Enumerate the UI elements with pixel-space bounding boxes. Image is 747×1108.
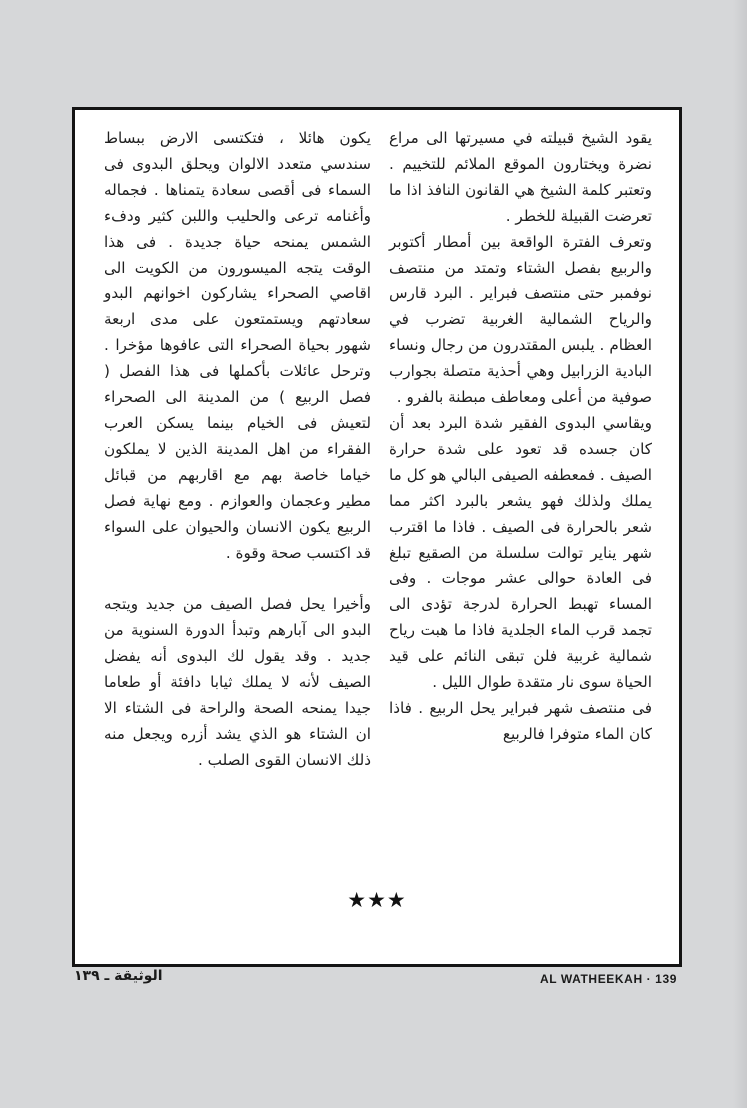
paragraph-winter: وتعرف الفترة الواقعة بين أمطار أكتوبر والربيع بفصل الشتاء وتمتد من منتصف نوفمبر حتى منتصف فبراير . البرد قارس والرياح الشمالية الغربية تضرب في العظام . يلبس المقتدرون من رجال ونساء البادية الزرابيل وهي أحذية متصلة بجوارب صوفية من أعلى ومعاطف مبطنة بالفرو . — [389, 232, 652, 407]
section-separator-stars: ★★★ — [347, 888, 407, 912]
paragraph-summer: وأخيرا يحل فصل الصيف من جديد ويتجه البدو الى آبارهم وتبدأ الدورة السنوية من جديد . وقد يقول لك البدوى أنه يفضل الصيف لأنه لا يملك ثيابا دافئة أو طعاما جيدا يمنحه الصحة والراحة فى الشتاء الا ان الشتاء هو الذي يشد أزره ويجعل منه ذلك الانسان القوى الصلب . — [104, 595, 371, 769]
article-column-left — [104, 126, 371, 774]
paragraph-spacer — [104, 566, 371, 592]
footer-page-number-latin: AL WATHEEKAH · 139 — [539, 972, 677, 986]
paragraph-spring: يكون هائلا ، فتكتسى الارض ببساط سندسي متعدد الالوان ويحلق البدوى فى السماء فى أقصى سعادة يتمناها . فجماله وأغنامه ترعى والحليب واللبن كثير ودفء الشمس يمنحه حياة جديدة . فى هذا الوقت يتجه الميسورون من الكويت الى اقاصي الصحراء يشاركون اخوانهم البدو سعادتهم ويستمتعون على مدى اربعة شهور بحياة الصحراء التى عافوها مؤخرا . وترحل عائلات بأكملها فى هذا الفصل ( فصل الربيع ) من المدينة الى الصحراء لتعيش فى الخيام بينما يسكن العرب الفقراء من اهل المدينة الذين لا يملكون خياما خاصة بهم مع اقاربهم من قبائل مطير وعجمان والعوازم . ومع نهاية فصل الربيع يكون الانسان والحيوان على السواء قد اكتسب صحة وقوة . — [104, 129, 371, 562]
scan-edge-shadow — [733, 0, 747, 1108]
article-column-right — [389, 126, 652, 748]
paragraph-sheikh: يقود الشيخ قبيلته في مسيرتها الى مراع نضرة ويختارون الموقع الملائم للتخييم . وتعتبر كلمة الشيخ هي القانون النافذ اذا ما تعرضت القبيلة للخطر . — [389, 129, 652, 225]
paragraph-spring-start: فى منتصف شهر فبراير يحل الربيع . فاذا كان الماء متوفرا فالربيع — [389, 698, 652, 743]
paragraph-poor-bedouin: ويقاسي البدوى الفقير شدة البرد بعد أن كان جسده قد تعود على شدة حرارة الصيف . فمعطفه الصيفى البالي هو كل ما يملك ولذلك فهو يشعر بالبرد اكثر مما شعر بالحرارة فى الصيف . فاذا ما اقترب شهر يناير توالت سلسلة من الصقيع تبلغ فى العادة حوالى عشر موجات . وفى المساء تهبط الحرارة لدرجة تؤدى الى تجمد قرب الماء الجلدية فاذا ما هبت رياح شمالية غربية فلن تبقى النائم على قيد الحياة سوى نار متقدة طوال الليل . — [389, 413, 652, 692]
footer-page-number-arabic: الوثيقة ـ ١٣٩ — [74, 968, 163, 984]
article-frame — [72, 107, 682, 967]
